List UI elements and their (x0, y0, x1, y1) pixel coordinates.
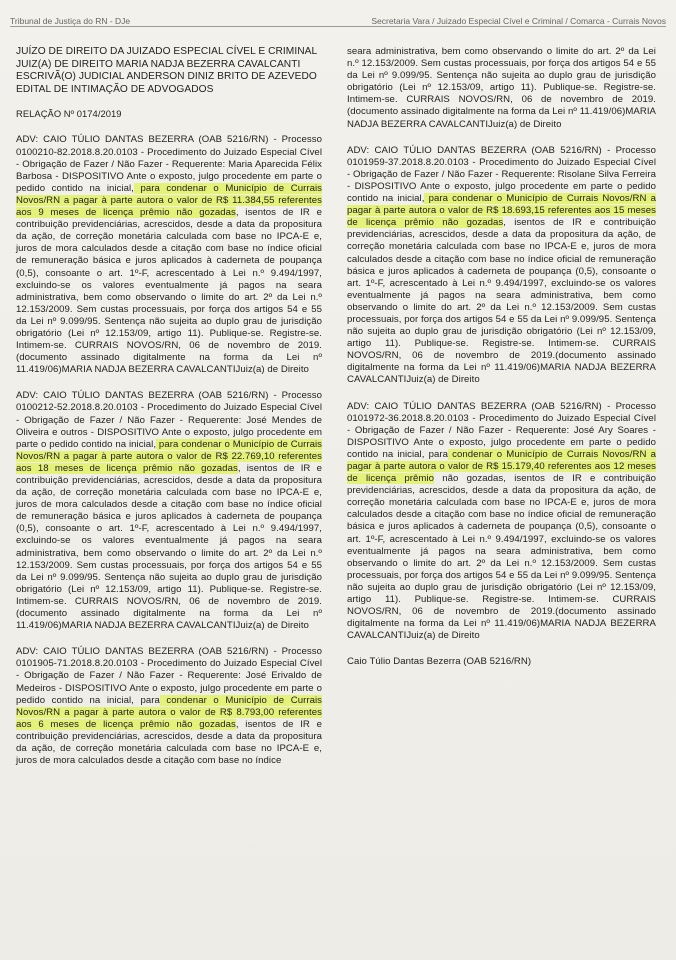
continuation-text: seara administrativa, bem como observando o limite do art. 2º da Lei n.º 12.153/2009. Sem custas processuais, por força dos artigos 54 e 55 da Lei nº 9.099/95. Sentença não sujeita ao duplo grau de jurisdição obrigatório (Lei nº 12.153/09, artigo 11). Publique-se. Registre-se. Intimem-se. CURRAIS NOVOS/RN, 06 de novembro de 2019.(documento assinado digitalmente na forma da Lei nº 11.419/06)MARIA NADJA BEZERRA CAVALCANTIJuiz(a) de Direito (347, 46, 656, 130)
entry-text: ADV: CAIO TÚLIO DANTAS BEZERRA (OAB 5216/RN) - Processo 0101959-37.2018.8.20.0103 - Procedimento do Juizado Especial Cível - Obrigação de Fazer / Não Fazer - Requerente: Risolane Silva Ferreira - DISPOSITIVO Ante o exposto, julgo procedente em parte o pedido contido na inicial, (347, 144, 656, 205)
highlighted-text: condenar o Município de Currais Novos/RN a pagar à parte autora o valor de R$ 8.793,00 referentes aos 6 meses de licença prêmio não gozadas (16, 694, 322, 730)
relacao-number: RELAÇÃO Nº 0174/2019 (16, 108, 122, 120)
entry-text: ADV: CAIO TÚLIO DANTAS BEZERRA (OAB 5216/RN) - Processo 0100210-82.2018.8.20.0103 - Procedimento do Juizado Especial Cível - Obrigação de Fazer / Não Fazer - Requerente: Maria Aparecida Félix Barbosa - DISPOSITIVO Ante o exposto, julgo procedente em parte o pedido contido na inicial, (16, 134, 322, 194)
notice-entry (16, 646, 322, 767)
entry-text: , isentos de IR e contribuição previdenciárias, acrescidos, desde a data da propositura da ação, de correção monetária calculada com base no IPCA-E e, juros de mora calculados desde a citação com base no índice oficial de remuneração básica e juros aplicados à caderneta de poupança (0,5), consoante o art. 1º-F, acrescentado à Lei n.º 9.494/1997, excluindo-se os valores eventualmente já pagos na seara administrativa, bem como observando o limite do art. 2º da Lei n.º 12.153/2009. Sem custas processuais, por força dos artigos 54 e 55 da Lei nº 9.099/95. Sentença não sujeita ao duplo grau de jurisdição obrigatório (Lei nº 12.153/09, artigo 11). Publique-se. Registre-se. Intimem-se. CURRAIS NOVOS/RN, 06 de novembro de 2019.(documento assinado digitalmente na forma da Lei nº 11.419/06)MARIA NADJA BEZERRA CAVALCANTIJuiz(a) de Direito (16, 207, 323, 376)
highlighted-text: para condenar o Município de Currais Novos/RN a pagar à parte autora o valor de R$ 22.769,10 referentes aos 18 meses de licença prêmio não gozadas (16, 438, 322, 474)
notice-entry (347, 145, 656, 387)
notice-entry (16, 134, 322, 376)
notice-entry (347, 401, 656, 643)
highlighted-text: para condenar o Município de Currais Novos/RN a pagar à parte autora o valor de R$ 11.384,55 referentes aos 9 meses de licença prêmio não gozadas (16, 182, 322, 219)
edital-title: EDITAL DE INTIMAÇÃO DE ADVOGADOS (16, 83, 214, 95)
entry-text: ADV: CAIO TÚLIO DANTAS BEZERRA (OAB 5216/RN) - Processo 0101905-71.2018.8.20.0103 - Procedimento do Juizado Especial Cível - Obrigação de Fazer / Não Fazer - Requerente: José Erivaldo de Medeiros - DISPOSITIVO Ante o exposto, julgo procedente em parte o pedido contido na inicial, para (16, 646, 322, 706)
highlighted-text: para condenar o Município de Currais Novos/RN a pagar à parte autora o valor de R$ 18.693,15 referentes aos 15 meses de licença prêmio não gozadas (347, 193, 656, 229)
lawyer-signature: Caio Túlio Dantas Bezerra (OAB 5216/RN) (347, 656, 532, 668)
header-right: Secretaria Vara / Juizado Especial Cível e Criminal / Comarca - Currais Novos (371, 16, 666, 26)
judge-name: JUIZ(A) DE DIREITO MARIA NADJA BEZERRA CAVALCANTI (16, 58, 301, 70)
entry-text: ADV: CAIO TÚLIO DANTAS BEZERRA (OAB 5216/RN) - Processo 0100212-52.2018.8.20.0103 - Procedimento do Juizado Especial Cível - Obrigação de Fazer / Não Fazer - Requerente: José Mendes de Oliveira e outros - DISPOSITIVO Ante o exposto, julgo procedente em parte o pedido contido na inicial, (16, 390, 322, 450)
left-column (16, 46, 322, 781)
right-column (347, 46, 656, 678)
entry-text: , isentos de IR e contribuição previdenciárias, acrescidos, desde a data da propositura da ação, de correção monetária calculada com base no IPCA-E e, juros de mora calculados desde a citação com base no índice (16, 718, 323, 767)
entry-text: , isentos de IR e contribuição previdenciárias, acrescidos, desde a data da propositura da ação, de correção monetária calculada com base no IPCA-E e, juros de mora calculados desde a citação com base no índice oficial de remuneração básica e juros aplicados à caderneta de poupança (0,5), consoante o art. 1º-F, acrescentado à Lei n.º 9.494/1997, excluindo-se os valores eventualmente já pagos na seara administrativa, bem como observando o limite do art. 2º da Lei n.º 12.153/2009. Sem custas processuais, por força dos artigos 54 e 55 da Lei nº 9.099/95. Sentença não sujeita ao duplo grau de jurisdição obrigatório (Lei nº 12.153/09, artigo 11). Publique-se. Registre-se. Intimem-se. CURRAIS NOVOS/RN, 06 de novembro de 2019.(documento assinado digitalmente na forma da Lei nº 11.419/06)MARIA NADJA BEZERRA CAVALCANTIJuiz(a) de Direito (347, 217, 656, 386)
highlighted-text: condenar o Município de Currais Novos/RN a pagar à parte autora o valor de R$ 15.179,40 referentes aos 12 meses de licença prêmio (347, 448, 656, 485)
court-name: JUÍZO DE DIREITO DA JUIZADO ESPECIAL CÍVEL E CRIMINAL (16, 46, 318, 57)
notice-entry (16, 390, 322, 632)
entry-text: , isentos de IR e contribuição previdenciárias, acrescidos, desde a data da propositura da ação, de correção monetária calculada com base no IPCA-E e, juros de mora calculados desde a citação com base no índice oficial de remuneração básica e juros aplicados à caderneta de poupança (0,5), consoante o art. 1º-F, acrescentado à Lei n.º 9.494/1997, excluindo-se os valores eventualmente já pagos na seara administrativa, bem como observando o limite do art. 2º da Lei n.º 12.153/2009. Sem custas processuais, por força dos artigos 54 e 55 da Lei nº 9.099/95. Sentença não sujeita ao duplo grau de jurisdição obrigatório (Lei nº 12.153/09, artigo 11). Publique-se. Registre-se. Intimem-se. CURRAIS NOVOS/RN, 06 de novembro de 2019.(documento assinado digitalmente na forma da Lei nº 11.419/06)MARIA NADJA BEZERRA CAVALCANTIJuiz(a) de Direito (16, 462, 322, 632)
clerk-name: ESCRIVÃ(O) JUDICIAL ANDERSON DINIZ BRITO DE AZEVEDO (16, 71, 317, 83)
entry-text: ADV: CAIO TÚLIO DANTAS BEZERRA (OAB 5216/RN) - Processo 0101972-36.2018.8.20.0103 - Procedimento do Juizado Especial Cível - Obrigação de Fazer / Não Fazer - Requerente: José Ary Soares - DISPOSITIVO Ante o exposto, julgo procedente em parte o pedido contido na inicial, para (347, 400, 656, 460)
page-header (10, 8, 666, 27)
entry-text: não gozadas, isentos de IR e contribuição previdenciárias, acrescidos, desde a data da propositura da ação, de correção monetária calculada com base no IPCA-E e, juros de mora calculados desde a citação com base no índice oficial de remuneração básica e juros aplicados à caderneta de poupança (0,5), consoante o art. 1º-F, acrescentado à Lei n.º 9.494/1997, excluindo-se os valores eventualmente já pagos na seara administrativa, bem como observando o limite do art. 2º da Lei n.º 12.153/2009. Sem custas processuais, por força dos artigos 54 e 55 da Lei nº 9.099/95. Sentença não sujeita ao duplo grau de jurisdição obrigatório (Lei nº 12.153/09, artigo 11). Publique-se. Registre-se. Intimem-se. CURRAIS NOVOS/RN, 06 de novembro de 2019.(documento assinado digitalmente na forma da Lei nº 11.419/06)MARIA NADJA BEZERRA CAVALCANTIJuiz(a) de Direito (347, 473, 656, 642)
header-left: Tribunal de Justiça do RN - DJe (10, 16, 131, 26)
